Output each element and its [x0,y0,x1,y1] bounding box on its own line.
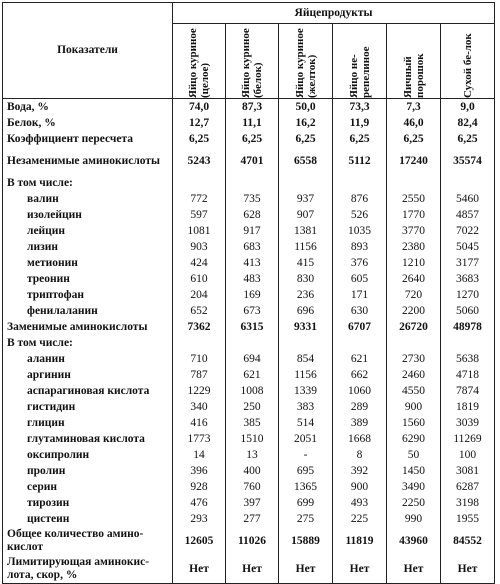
table-row [3,131,495,147]
table-cell: 483 [226,271,279,287]
table-cell: 628 [226,207,279,223]
table-cell: 928 [173,479,226,495]
row-label: аланин [3,351,173,367]
table-cell: 11,9 [333,115,387,131]
table-cell: 6287 [441,479,495,495]
table-cell: 277 [226,511,279,527]
table-cell: 6,25 [226,131,279,147]
table-cell: 903 [173,239,226,255]
table-cell: 2051 [279,431,333,447]
row-label: серин [3,479,173,495]
column-header-egg-yolk: Яйцо куриное (желток) [279,24,333,99]
table-cell: 250 [226,399,279,415]
table-cell [226,335,279,351]
table-cell: 1008 [226,383,279,399]
table-cell: 3770 [387,223,441,239]
table-cell: 526 [333,207,387,223]
row-label: оксипролин [3,447,173,463]
group-header: Яйцепродукты [173,3,495,24]
table-cell: 7022 [441,223,495,239]
table-cell: 6315 [226,319,279,335]
row-label: тирозин [3,495,173,511]
table-cell: 11026 [226,527,279,555]
table-cell: 1210 [387,255,441,271]
table-cell: 46,0 [387,115,441,131]
table-cell: 4857 [441,207,495,223]
table-cell: 605 [333,271,387,287]
table-cell: 2250 [387,495,441,511]
column-header-other-egg: Яйцо не-репелиное [333,24,387,99]
table-cell: 225 [333,511,387,527]
table-cell [441,175,495,191]
table-cell: 2640 [387,271,441,287]
table-cell: 16,2 [279,115,333,131]
column-header-dry-protein: Сухой бе-лок [441,24,495,99]
table-cell [226,175,279,191]
table-cell: 6,25 [387,131,441,147]
table-cell: 73,3 [333,99,387,116]
table-cell: 695 [279,463,333,479]
table-cell [387,335,441,351]
table-cell: 2460 [387,367,441,383]
table-cell: 476 [173,495,226,511]
table-cell: 652 [173,303,226,319]
table-cell: 710 [173,351,226,367]
table-cell: 7874 [441,383,495,399]
row-header: Показатели [3,3,173,99]
table-cell: 673 [226,303,279,319]
table-row [3,463,495,479]
table-cell: 48978 [441,319,495,335]
table-cell: 8 [333,447,387,463]
table-cell: 396 [173,463,226,479]
table-row [3,495,495,511]
table-cell: 699 [279,495,333,511]
table-cell: 694 [226,351,279,367]
table-cell: 907 [279,207,333,223]
table-cell [173,175,226,191]
column-header-whole-egg: Яйцо куриное (целое) [173,24,226,99]
table-cell: 26720 [387,319,441,335]
table-cell: 169 [226,287,279,303]
table-cell: 6,25 [333,131,387,147]
table-cell: 662 [333,367,387,383]
table-cell: 2550 [387,191,441,207]
table-cell: 50,0 [279,99,333,116]
table-cell: 630 [333,303,387,319]
table-cell: 937 [279,191,333,207]
table-row [3,255,495,271]
table-row [3,335,495,351]
table-cell: 9331 [279,319,333,335]
row-label: метионин [3,255,173,271]
table-cell: 621 [226,367,279,383]
table-row [3,383,495,399]
table-cell: 35574 [441,147,495,175]
table-cell: Нет [333,555,387,584]
table-row [3,367,495,383]
table-cell: 6707 [333,319,387,335]
table-cell: 6,25 [441,131,495,147]
row-label: фенилаланин [3,303,173,319]
table-cell: 415 [279,255,333,271]
table-cell: 4550 [387,383,441,399]
table-cell: 383 [279,399,333,415]
table-cell: 12605 [173,527,226,555]
table-row [3,527,495,555]
table-cell: 621 [333,351,387,367]
table-cell: 3177 [441,255,495,271]
table-cell: 11269 [441,431,495,447]
table-cell: 900 [333,479,387,495]
table-row [3,431,495,447]
table-cell: 917 [226,223,279,239]
egg-products-amino-acid-table [2,2,495,584]
table-cell: 171 [333,287,387,303]
table-cell: 12,7 [173,115,226,131]
table-cell: 392 [333,463,387,479]
table-cell: 400 [226,463,279,479]
table-cell: 6,25 [279,131,333,147]
row-label: Лимитирующая аминокис-лота, скор, % [3,555,173,584]
table-cell: 1339 [279,383,333,399]
table-cell: 1819 [441,399,495,415]
table-cell: Нет [173,555,226,584]
table-cell: 82,4 [441,115,495,131]
table-cell: 5460 [441,191,495,207]
row-label: В том числе: [3,335,173,351]
row-label: Коэффициент пересчета [3,131,173,147]
row-label: Незаменимые аминокислоты [3,147,173,175]
table-cell: 3039 [441,415,495,431]
row-label: пролин [3,463,173,479]
row-label: лейцин [3,223,173,239]
row-label: Заменимые аминокислоты [3,319,173,335]
table-row [3,147,495,175]
table-cell: 1450 [387,463,441,479]
table-cell: 7,3 [387,99,441,116]
table-row [3,399,495,415]
table-row [3,555,495,584]
table-row [3,319,495,335]
table-row [3,511,495,527]
table-cell: 293 [173,511,226,527]
row-label: глицин [3,415,173,431]
table-cell: 3198 [441,495,495,511]
table-cell: 893 [333,239,387,255]
table-cell: Нет [279,555,333,584]
table-cell: 4718 [441,367,495,383]
table-cell: 275 [279,511,333,527]
table-cell: 2380 [387,239,441,255]
table-cell: 1955 [441,511,495,527]
table-row [3,99,495,116]
table-cell: 1081 [173,223,226,239]
table-cell: 2200 [387,303,441,319]
table-cell: 1560 [387,415,441,431]
table-cell: 1270 [441,287,495,303]
table-cell: 1773 [173,431,226,447]
table-cell: 5045 [441,239,495,255]
column-header-egg-white: Яйцо куриное (белок) [226,24,279,99]
table-cell: 385 [226,415,279,431]
table-cell: 990 [387,511,441,527]
row-label: В том числе: [3,175,173,191]
table-cell: 1229 [173,383,226,399]
table-cell [333,335,387,351]
table-row [3,479,495,495]
table-cell: 15889 [279,527,333,555]
table-cell: 1035 [333,223,387,239]
table-cell: 1156 [279,239,333,255]
table-cell: 735 [226,191,279,207]
table-cell: Нет [387,555,441,584]
table-cell: 1668 [333,431,387,447]
table-cell: 416 [173,415,226,431]
table-row [3,223,495,239]
table-cell: 597 [173,207,226,223]
table-row [3,415,495,431]
table-cell [279,335,333,351]
table-cell: 760 [226,479,279,495]
table-cell: 74,0 [173,99,226,116]
table-cell [387,175,441,191]
table-cell: 1381 [279,223,333,239]
column-header-egg-powder: Яичный порошок [387,24,441,99]
table-cell: 13 [226,447,279,463]
table-cell: 9,0 [441,99,495,116]
table-cell: 11819 [333,527,387,555]
row-label: аспарагиновая кислота [3,383,173,399]
table-cell: 830 [279,271,333,287]
table-cell: 6558 [279,147,333,175]
table-cell [173,335,226,351]
table-cell: 514 [279,415,333,431]
table-cell: Нет [226,555,279,584]
table-row [3,287,495,303]
row-label: лизин [3,239,173,255]
table-cell: 7362 [173,319,226,335]
table-row [3,447,495,463]
table-cell: 100 [441,447,495,463]
table-cell: 1060 [333,383,387,399]
table-cell: 854 [279,351,333,367]
table-cell: 236 [279,287,333,303]
row-label: глутаминовая кислота [3,431,173,447]
table-cell: 84552 [441,527,495,555]
table-cell: Нет [441,555,495,584]
row-label: цистеин [3,511,173,527]
table-row [3,175,495,191]
table-cell: 3490 [387,479,441,495]
table-cell: 3683 [441,271,495,287]
row-label: изолейцин [3,207,173,223]
table-cell: 376 [333,255,387,271]
table-cell: 696 [279,303,333,319]
table-cell: 5243 [173,147,226,175]
table-cell: 6,25 [173,131,226,147]
table-body [3,99,495,584]
table-cell: 493 [333,495,387,511]
row-label: треонин [3,271,173,287]
table-cell: 1770 [387,207,441,223]
table-cell: 876 [333,191,387,207]
table-row [3,351,495,367]
row-label: триптофан [3,287,173,303]
table-cell: 204 [173,287,226,303]
table-cell: 289 [333,399,387,415]
table-cell: 11,1 [226,115,279,131]
table-cell: 2730 [387,351,441,367]
row-label: гистидин [3,399,173,415]
table-cell: 17240 [387,147,441,175]
table-row [3,207,495,223]
table-cell: 787 [173,367,226,383]
table-row [3,191,495,207]
table-cell: 1510 [226,431,279,447]
table-cell: 87,3 [226,99,279,116]
table-cell: 14 [173,447,226,463]
table-cell: 389 [333,415,387,431]
table-cell: - [279,447,333,463]
table-cell: 424 [173,255,226,271]
row-label: Общее количество амино-кислот [3,527,173,555]
table-cell: 50 [387,447,441,463]
table-cell: 413 [226,255,279,271]
row-label: аргинин [3,367,173,383]
table-cell [279,175,333,191]
table-cell: 683 [226,239,279,255]
table-cell: 772 [173,191,226,207]
table-cell: 5638 [441,351,495,367]
table-cell: 1156 [279,367,333,383]
table-cell [441,335,495,351]
table-row [3,271,495,287]
table-cell: 397 [226,495,279,511]
table-cell: 3081 [441,463,495,479]
row-label: Белок, % [3,115,173,131]
table-cell: 340 [173,399,226,415]
table-cell: 4701 [226,147,279,175]
table-row [3,239,495,255]
table-cell: 900 [387,399,441,415]
table-cell: 43960 [387,527,441,555]
table-row [3,303,495,319]
table-cell: 5112 [333,147,387,175]
table-cell: 6290 [387,431,441,447]
table-cell: 610 [173,271,226,287]
table-cell: 5060 [441,303,495,319]
row-label: Вода, % [3,99,173,116]
row-label: валин [3,191,173,207]
table-row [3,115,495,131]
table-cell: 1365 [279,479,333,495]
table-cell: 720 [387,287,441,303]
table-cell [333,175,387,191]
